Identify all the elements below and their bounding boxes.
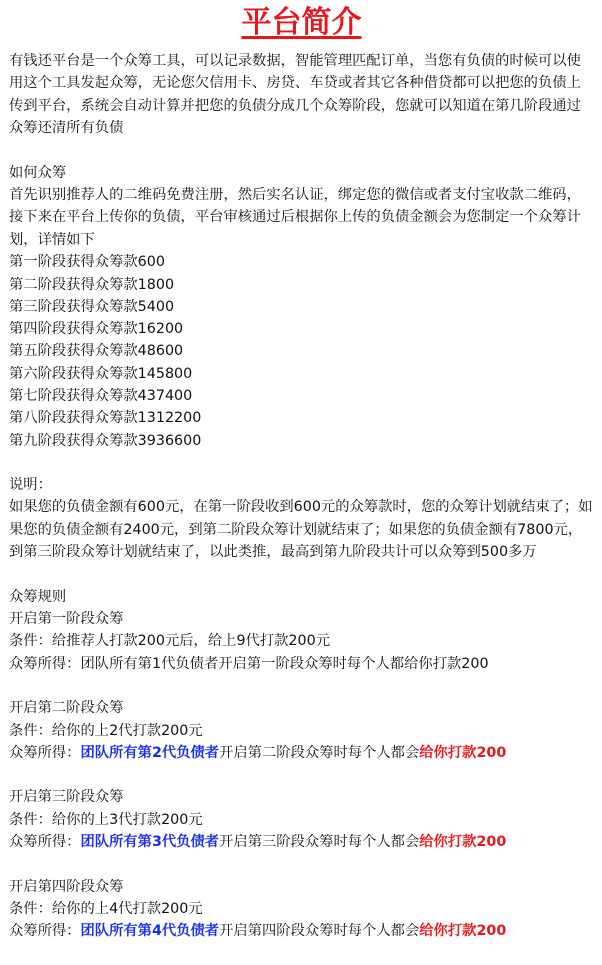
stage-item: 第四阶段获得众筹款16200 [9, 321, 184, 338]
stage-item: 第三阶段获得众筹款5400 [9, 298, 175, 315]
rules-heading: 众筹规则 [9, 588, 67, 605]
intro-paragraph: 有钱还平台是一个众筹工具，可以记录数据，智能管理匹配订单，当您有负债的时候可以使用这个工具发起众筹，无论您欠信用卡、房贷、车贷或者其它各种借贷都可以把您的负债上传到平台，系统会自动计算并把您的负债分成几个众筹阶段，您就可以知道在第几阶段通过众筹还清所有负债 [9, 53, 581, 137]
gain-prefix: 众筹所得： [9, 923, 81, 940]
gain-highlight-red: 给你打款200 [419, 923, 507, 940]
page-title: 平台简介 [241, 5, 362, 40]
spacer [9, 764, 594, 786]
explain-paragraph: 如果您的负债金额有600元，在第一阶段收到600元的众筹款时，您的众筹计划就结束了；如果您的负债金额有2400元，到第二阶段众筹计划就结束了；如果您的负债金额有7800元，到第三阶段众筹计划就结束了，以此类推，最高到第九阶段共计可以众筹到500多万 [9, 499, 593, 561]
how-paragraph: 首先识别推荐人的二维码免费注册，然后实名认证，绑定您的微信或者支付宝收款二维码，接下来在平台上传你的负债，平台审核通过后根据你上传的负债金额会为您制定一个众筹计划，详情如下 [9, 187, 581, 248]
stage-item: 第九阶段获得众筹款3936600 [9, 432, 202, 449]
spacer [9, 854, 594, 876]
how-heading: 如何众筹 [9, 164, 67, 181]
stage4-condition: 条件：给你的上4代打款200元 [9, 901, 203, 918]
stage2-title: 开启第二阶段众筹 [9, 700, 124, 717]
stage4-gain [9, 920, 594, 942]
stage-item: 第八阶段获得众筹款1312200 [9, 410, 202, 427]
stage4-title: 开启第四阶段众筹 [9, 878, 124, 895]
stage3-gain [9, 831, 594, 853]
stage1-condition: 条件：给推荐人打款200元后，给上9代打款200元 [9, 633, 331, 650]
stage-item: 第五阶段获得众筹款48600 [9, 343, 184, 360]
stage3-condition: 条件：给你的上3代打款200元 [9, 811, 203, 828]
gain-highlight-blue: 团队所有第3代负债者 [80, 834, 220, 851]
gain-prefix: 众筹所得： [9, 834, 81, 851]
gain-highlight-red: 给你打款200 [419, 744, 507, 761]
stage2-condition: 条件：给你的上2代打款200元 [9, 722, 203, 739]
document-page [0, 5, 602, 965]
gain-middle: 开启第三阶段众筹时每个人都会 [219, 834, 420, 851]
gain-highlight-red: 给你打款200 [419, 834, 507, 851]
gain-highlight-blue: 团队所有第2代负债者 [80, 744, 220, 761]
spacer [9, 564, 594, 586]
spacer [9, 675, 594, 697]
explain-heading: 说明： [9, 476, 52, 493]
gain-prefix: 众筹所得： [9, 744, 81, 761]
stage-item: 第七阶段获得众筹款437400 [9, 388, 193, 405]
stage-item: 第一阶段获得众筹款600 [9, 254, 165, 271]
stage3-title: 开启第三阶段众筹 [9, 789, 124, 806]
stage1-gain: 众筹所得：团队所有第1代负债者开启第一阶段众筹时每个人都给你打款200 [9, 655, 489, 672]
spacer [9, 452, 594, 474]
gain-highlight-blue: 团队所有第4代负债者 [80, 923, 220, 940]
stage-item: 第六阶段获得众筹款145800 [9, 365, 193, 382]
gain-middle: 开启第四阶段众筹时每个人都会 [219, 923, 420, 940]
gain-middle: 开启第二阶段众筹时每个人都会 [219, 744, 420, 761]
stage-list [9, 251, 594, 452]
spacer [9, 140, 594, 162]
stage1-title: 开启第一阶段众筹 [9, 610, 124, 627]
stage2-gain [9, 742, 594, 764]
stage-item: 第二阶段获得众筹款1800 [9, 276, 175, 293]
